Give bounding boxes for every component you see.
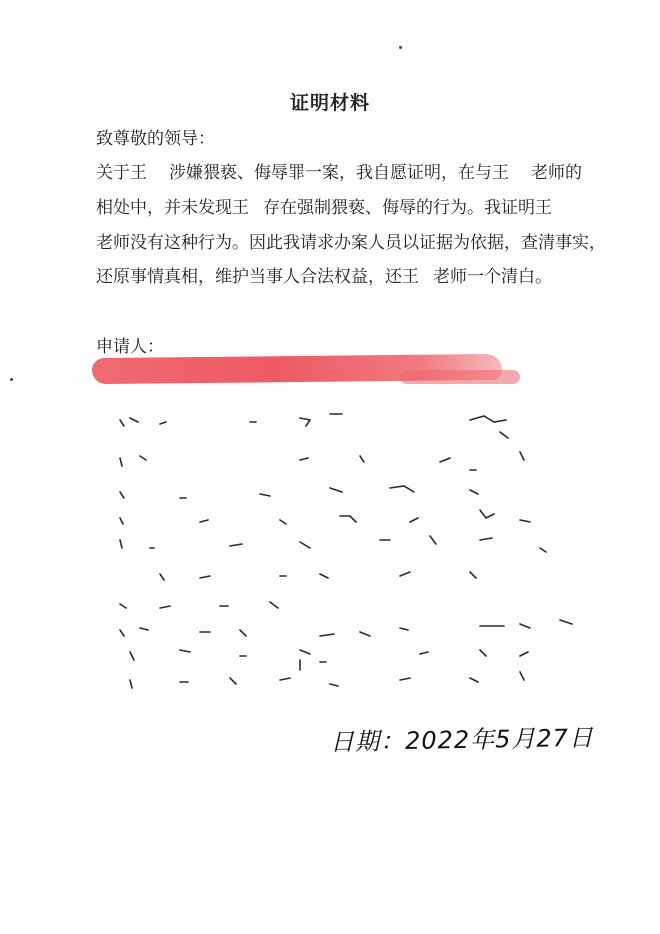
handwritten-date: 日期：2022年5月27日 bbox=[329, 723, 595, 757]
applicant-label: 申请人： bbox=[96, 337, 164, 357]
salutation: 致尊敬的领导： bbox=[96, 129, 215, 149]
text-segment: 老师的 bbox=[531, 163, 582, 183]
text-segment: 相处中，并未发现王 bbox=[96, 198, 249, 218]
text-segment: 关于王 bbox=[96, 163, 147, 183]
text-segment: 老师一个清白。 bbox=[433, 267, 552, 287]
document-title: 证明材料 bbox=[289, 92, 370, 114]
text-segment: 老师没有这种行为。因此我请求办案人员以证据为依据，查清事实， bbox=[96, 233, 606, 253]
text-segment: 还原事情真相，维护当事人合法权益，还王 bbox=[96, 267, 419, 287]
text-segment: 存在强制猥亵、侮辱的行为。我证明王 bbox=[263, 198, 552, 218]
text-segment: 涉嫌猥亵、侮辱罪一案，我自愿证明，在与王 bbox=[169, 163, 509, 183]
